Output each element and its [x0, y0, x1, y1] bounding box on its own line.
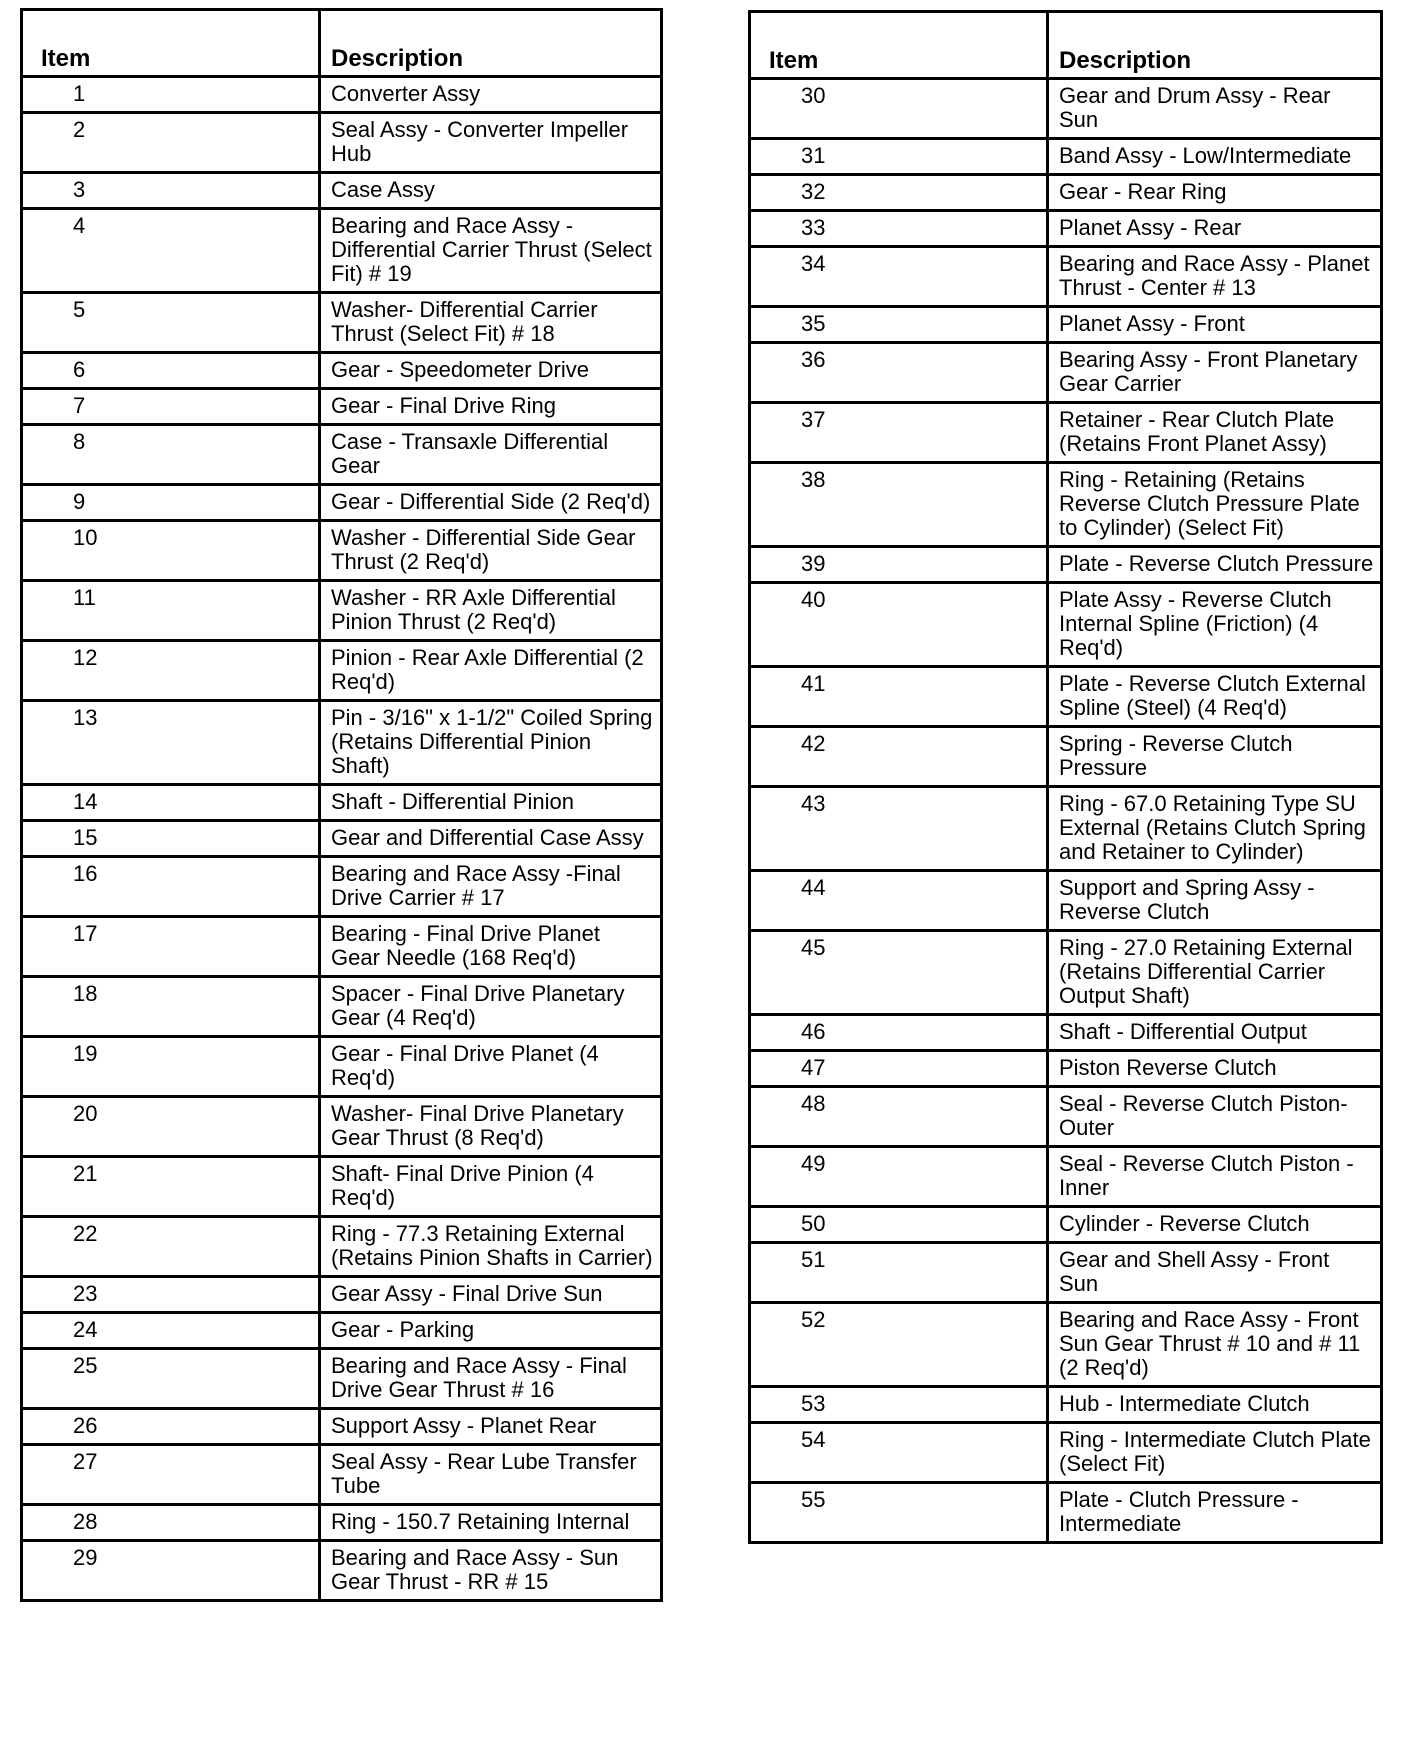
item-description: Gear Assy - Final Drive Sun: [320, 1277, 662, 1313]
item-description: Plate Assy - Reverse Clutch Internal Spline (Friction) (4 Req'd): [1048, 583, 1382, 667]
description-column-header: Description: [1048, 12, 1382, 79]
table-row: [750, 139, 1382, 175]
item-number: 29: [22, 1541, 320, 1601]
item-description: Bearing and Race Assy -Final Drive Carrier # 17: [320, 857, 662, 917]
parts-table-left: [20, 8, 663, 1602]
item-number: 40: [750, 583, 1048, 667]
table-row: [750, 175, 1382, 211]
item-number: 9: [22, 485, 320, 521]
item-number: 35: [750, 307, 1048, 343]
table-row: [750, 1087, 1382, 1147]
table-row: [22, 1349, 662, 1409]
item-description: Piston Reverse Clutch: [1048, 1051, 1382, 1087]
table-row: [750, 1207, 1382, 1243]
item-number: 28: [22, 1505, 320, 1541]
item-number: 4: [22, 209, 320, 293]
table-row: [750, 307, 1382, 343]
item-number: 53: [750, 1387, 1048, 1423]
table-row: [22, 701, 662, 785]
table-row: [750, 1243, 1382, 1303]
item-number: 21: [22, 1157, 320, 1217]
item-description: Ring - 150.7 Retaining Internal: [320, 1505, 662, 1541]
table-row: [22, 1541, 662, 1601]
item-number: 22: [22, 1217, 320, 1277]
item-description: Retainer - Rear Clutch Plate (Retains Front Planet Assy): [1048, 403, 1382, 463]
item-description: Seal - Reverse Clutch Piston - Inner: [1048, 1147, 1382, 1207]
item-number: 3: [22, 173, 320, 209]
table-row: [22, 1409, 662, 1445]
item-description: Bearing Assy - Front Planetary Gear Carrier: [1048, 343, 1382, 403]
item-description: Washer - Differential Side Gear Thrust (2 Req'd): [320, 521, 662, 581]
table-row: [22, 173, 662, 209]
item-description: Case - Transaxle Differential Gear: [320, 425, 662, 485]
table-row: [22, 917, 662, 977]
parts-table-right-body: [750, 79, 1382, 1543]
table-row: [750, 343, 1382, 403]
table-row: [22, 389, 662, 425]
item-number: 54: [750, 1423, 1048, 1483]
item-description: Support Assy - Planet Rear: [320, 1409, 662, 1445]
table-row: [750, 1147, 1382, 1207]
item-description: Bearing and Race Assy - Sun Gear Thrust - RR # 15: [320, 1541, 662, 1601]
table-row: [750, 79, 1382, 139]
table-row: [750, 547, 1382, 583]
table-row: [750, 1387, 1382, 1423]
item-number: 1: [22, 77, 320, 113]
table-row: [750, 667, 1382, 727]
parts-table-right: [748, 10, 1383, 1544]
item-description: Bearing and Race Assy - Final Drive Gear Thrust # 16: [320, 1349, 662, 1409]
item-description: Bearing and Race Assy - Front Sun Gear Thrust # 10 and # 11 (2 Req'd): [1048, 1303, 1382, 1387]
item-description: Gear - Final Drive Ring: [320, 389, 662, 425]
table-row: [750, 931, 1382, 1015]
table-row: [750, 871, 1382, 931]
item-description: Pin - 3/16" x 1-1/2" Coiled Spring (Retains Differential Pinion Shaft): [320, 701, 662, 785]
item-number: 42: [750, 727, 1048, 787]
table-row: [750, 1423, 1382, 1483]
header-row: [22, 10, 662, 77]
item-description: Pinion - Rear Axle Differential (2 Req'd): [320, 641, 662, 701]
item-number: 55: [750, 1483, 1048, 1543]
item-number: 23: [22, 1277, 320, 1313]
item-description: Ring - 67.0 Retaining Type SU External (Retains Clutch Spring and Retainer to Cylinder): [1048, 787, 1382, 871]
item-number: 6: [22, 353, 320, 389]
item-number: 12: [22, 641, 320, 701]
item-description: Planet Assy - Front: [1048, 307, 1382, 343]
item-description: Gear and Differential Case Assy: [320, 821, 662, 857]
item-description: Ring - Retaining (Retains Reverse Clutch Pressure Plate to Cylinder) (Select Fit): [1048, 463, 1382, 547]
table-row: [22, 113, 662, 173]
item-description: Bearing and Race Assy - Planet Thrust - Center # 13: [1048, 247, 1382, 307]
item-number: 16: [22, 857, 320, 917]
item-description: Shaft- Final Drive Pinion (4 Req'd): [320, 1157, 662, 1217]
item-number: 11: [22, 581, 320, 641]
item-description: Gear - Rear Ring: [1048, 175, 1382, 211]
item-number: 14: [22, 785, 320, 821]
item-description: Gear - Speedometer Drive: [320, 353, 662, 389]
item-number: 8: [22, 425, 320, 485]
table-row: [22, 821, 662, 857]
table-row: [750, 583, 1382, 667]
item-description: Gear - Parking: [320, 1313, 662, 1349]
table-row: [750, 787, 1382, 871]
item-number: 41: [750, 667, 1048, 727]
table-row: [750, 403, 1382, 463]
item-number: 36: [750, 343, 1048, 403]
header-row: [750, 12, 1382, 79]
item-description: Shaft - Differential Pinion: [320, 785, 662, 821]
item-number: 49: [750, 1147, 1048, 1207]
item-number: 24: [22, 1313, 320, 1349]
table-row: [22, 77, 662, 113]
table-row: [22, 293, 662, 353]
table-row: [22, 977, 662, 1037]
item-number: 19: [22, 1037, 320, 1097]
table-row: [750, 727, 1382, 787]
item-description: Ring - Intermediate Clutch Plate (Select Fit): [1048, 1423, 1382, 1483]
table-row: [22, 485, 662, 521]
item-column-header: Item: [750, 12, 1048, 79]
item-description: Washer - RR Axle Differential Pinion Thrust (2 Req'd): [320, 581, 662, 641]
description-column-header: Description: [320, 10, 662, 77]
item-number: 33: [750, 211, 1048, 247]
item-number: 31: [750, 139, 1048, 175]
item-number: 30: [750, 79, 1048, 139]
item-number: 2: [22, 113, 320, 173]
item-number: 44: [750, 871, 1048, 931]
item-number: 43: [750, 787, 1048, 871]
item-column-header: Item: [22, 10, 320, 77]
table-row: [22, 353, 662, 389]
item-number: 45: [750, 931, 1048, 1015]
table-row: [22, 1217, 662, 1277]
item-number: 5: [22, 293, 320, 353]
item-description: Hub - Intermediate Clutch: [1048, 1387, 1382, 1423]
item-description: Ring - 77.3 Retaining External (Retains Pinion Shafts in Carrier): [320, 1217, 662, 1277]
item-description: Planet Assy - Rear: [1048, 211, 1382, 247]
table-row: [750, 1051, 1382, 1087]
table-row: [750, 1015, 1382, 1051]
item-number: 13: [22, 701, 320, 785]
item-description: Seal Assy - Rear Lube Transfer Tube: [320, 1445, 662, 1505]
table-row: [22, 1505, 662, 1541]
item-description: Gear and Shell Assy - Front Sun: [1048, 1243, 1382, 1303]
item-description: Band Assy - Low/Intermediate: [1048, 139, 1382, 175]
item-description: Support and Spring Assy - Reverse Clutch: [1048, 871, 1382, 931]
item-description: Gear - Differential Side (2 Req'd): [320, 485, 662, 521]
item-description: Plate - Reverse Clutch Pressure: [1048, 547, 1382, 583]
item-number: 48: [750, 1087, 1048, 1147]
item-number: 25: [22, 1349, 320, 1409]
parts-table-left-body: [22, 77, 662, 1601]
item-number: 50: [750, 1207, 1048, 1243]
table-row: [22, 581, 662, 641]
table-row: [22, 857, 662, 917]
item-number: 7: [22, 389, 320, 425]
item-description: Cylinder - Reverse Clutch: [1048, 1207, 1382, 1243]
item-description: Converter Assy: [320, 77, 662, 113]
table-row: [22, 1157, 662, 1217]
table-row: [22, 1037, 662, 1097]
item-description: Plate - Reverse Clutch External Spline (Steel) (4 Req'd): [1048, 667, 1382, 727]
item-number: 34: [750, 247, 1048, 307]
table-row: [750, 247, 1382, 307]
item-number: 47: [750, 1051, 1048, 1087]
item-number: 32: [750, 175, 1048, 211]
item-description: Seal Assy - Converter Impeller Hub: [320, 113, 662, 173]
item-number: 51: [750, 1243, 1048, 1303]
table-row: [750, 463, 1382, 547]
item-description: Washer- Final Drive Planetary Gear Thrust (8 Req'd): [320, 1097, 662, 1157]
item-number: 37: [750, 403, 1048, 463]
table-row: [22, 425, 662, 485]
item-description: Shaft - Differential Output: [1048, 1015, 1382, 1051]
item-description: Spacer - Final Drive Planetary Gear (4 Req'd): [320, 977, 662, 1037]
item-number: 10: [22, 521, 320, 581]
item-description: Gear - Final Drive Planet (4 Req'd): [320, 1037, 662, 1097]
table-row: [22, 641, 662, 701]
table-row: [750, 1483, 1382, 1543]
item-description: Seal - Reverse Clutch Piston- Outer: [1048, 1087, 1382, 1147]
item-number: 46: [750, 1015, 1048, 1051]
item-description: Bearing - Final Drive Planet Gear Needle (168 Req'd): [320, 917, 662, 977]
table-row: [22, 1445, 662, 1505]
table-row: [22, 785, 662, 821]
item-description: Spring - Reverse Clutch Pressure: [1048, 727, 1382, 787]
table-row: [22, 1097, 662, 1157]
table-row: [22, 1277, 662, 1313]
item-description: Ring - 27.0 Retaining External (Retains Differential Carrier Output Shaft): [1048, 931, 1382, 1015]
item-number: 15: [22, 821, 320, 857]
item-number: 20: [22, 1097, 320, 1157]
table-row: [750, 211, 1382, 247]
table-row: [22, 1313, 662, 1349]
item-description: Plate - Clutch Pressure - Intermediate: [1048, 1483, 1382, 1543]
item-description: Gear and Drum Assy - Rear Sun: [1048, 79, 1382, 139]
table-row: [22, 209, 662, 293]
item-number: 18: [22, 977, 320, 1037]
item-number: 52: [750, 1303, 1048, 1387]
item-number: 27: [22, 1445, 320, 1505]
item-number: 17: [22, 917, 320, 977]
item-description: Bearing and Race Assy - Differential Carrier Thrust (Select Fit) # 19: [320, 209, 662, 293]
item-number: 39: [750, 547, 1048, 583]
item-number: 26: [22, 1409, 320, 1445]
item-description: Case Assy: [320, 173, 662, 209]
table-row: [22, 521, 662, 581]
item-number: 38: [750, 463, 1048, 547]
item-description: Washer- Differential Carrier Thrust (Select Fit) # 18: [320, 293, 662, 353]
table-row: [750, 1303, 1382, 1387]
